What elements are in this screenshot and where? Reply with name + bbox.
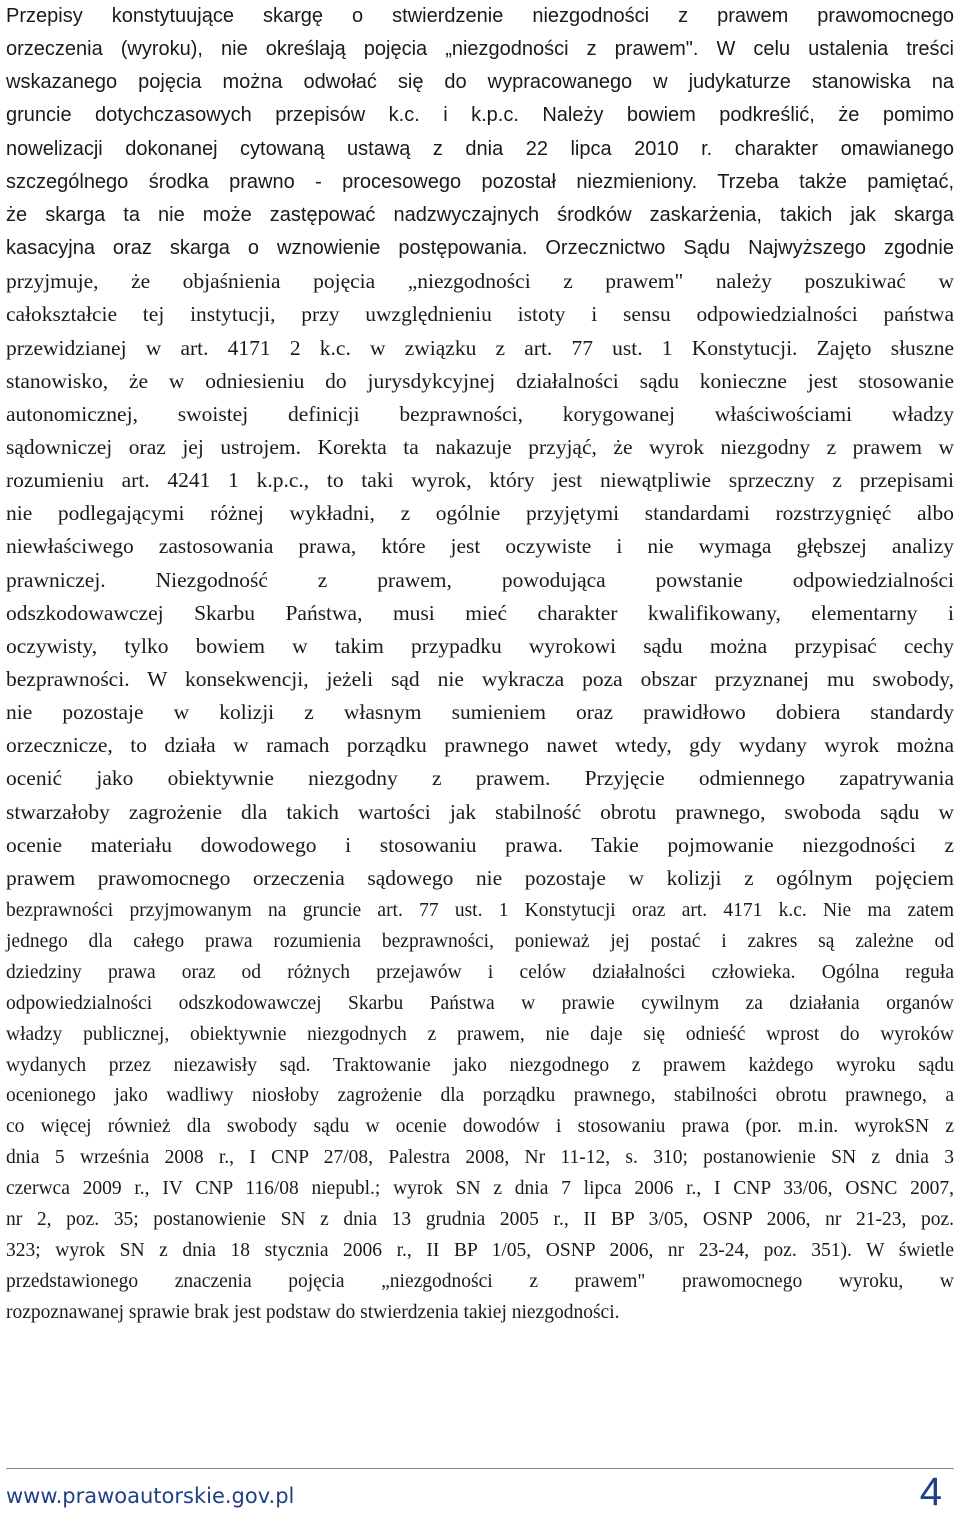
- text-line: czerwca 2009 r., IV CNP 116/08 niepubl.; wyrok SN z dnia 7 lipca 2006 r., I CNP 33/06, OSNC 2007,: [6, 1178, 954, 1200]
- text-line: bezprawności. W konsekwencji, jeżeli sąd nie wykracza poza obszar przyznanej mu swobody,: [6, 667, 954, 691]
- text-line: rozpoznawanej sprawie brak jest podstaw do stwierdzenia takiej niezgodności.: [6, 1301, 620, 1323]
- text-line: prawem prawomocnego orzeczenia sądowego nie pozostaje w kolizji z ogólnym pojęciem: [6, 865, 954, 890]
- text-line: przewidzianej w art. 4171 2 k.c. w związku z art. 77 ust. 1 Konstytucji. Zajęto słuszne: [6, 335, 954, 360]
- text-line: orzeczenia (wyroku), nie określają pojęcia „niezgodności z prawem". W celu ustalenia treści: [6, 38, 954, 61]
- text-line: nie podlegającymi różnej wykładni, z ogólnie przyjętymi standardami rozstrzygnięć albo: [6, 501, 954, 526]
- text-line: orzecznicze, to działa w ramach porządku prawnego nawet wtedy, gdy wydany wyrok można: [6, 733, 954, 758]
- text-line: nowelizacji dokonanej cytowaną ustawą z dnia 22 lipca 2010 r. charakter omawianego: [6, 137, 954, 160]
- text-line: 323; wyrok SN z dnia 18 stycznia 2006 r., II BP 1/05, OSNP 2006, nr 23-24, poz. 351). W świetle: [6, 1239, 954, 1261]
- text-line: nr 2, poz. 35; postanowienie SN z dnia 13 grudnia 2005 r., II BP 3/05, OSNP 2006, nr 21-23, poz.: [6, 1209, 954, 1231]
- text-line: gruncie dotychczasowych przepisów k.c. i k.p.c. Należy bowiem podkreślić, że pomimo: [6, 104, 954, 127]
- text-line: stwarzałoby zagrożenie dla takich wartości jak stabilność obrotu prawnego, swoboda sądu w: [6, 799, 954, 824]
- text-line: jednego dla całego prawa rozumienia bezprawności, ponieważ jej postać i zakres są zależne od: [6, 930, 954, 952]
- text-line: sądowniczej oraz jej ustrojem. Korekta ta nakazuje przyjąć, że wyrok niezgodny z prawem w: [6, 434, 954, 459]
- text-line: rozumieniu art. 4241 1 k.p.c., to taki wyrok, który jest niewątpliwie sprzeczny z przepisami: [6, 468, 954, 493]
- text-line: Przepisy konstytuujące skargę o stwierdzenie niezgodności z prawem prawomocnego: [6, 5, 954, 27]
- text-line: nie pozostaje w kolizji z własnym sumieniem oraz prawidłowo dobiera standardy: [6, 700, 954, 725]
- text-line: wskazanego pojęcia można odwołać się do wypracowanego w judykaturze stanowiska na: [6, 71, 954, 94]
- text-line: prawniczej. Niezgodność z prawem, powodująca powstanie odpowiedzialności: [6, 567, 954, 592]
- text-line: niewłaściwego zastosowania prawa, które jest oczywiste i nie wymaga głębszej analizy: [6, 534, 954, 559]
- text-line: całokształcie tej instytucji, przy uwzględnieniu istoty i sensu odpowiedzialności państwa: [6, 302, 954, 327]
- text-line: odszkodowawczej Skarbu Państwa, musi mieć charakter kwalifikowany, elementarny i: [6, 600, 954, 625]
- text-line: władzy publicznej, obiektywnie niezgodnych z prawem, nie daje się odnieść wprost do wyroków: [6, 1023, 954, 1045]
- text-line: kasacyjna oraz skarga o wznowienie postępowania. Orzecznictwo Sądu Najwyższego zgodnie: [6, 237, 954, 260]
- text-line: dnia 5 września 2008 r., I CNP 27/08, Palestra 2008, Nr 11-12, s. 310; postanowienie SN z dnia 3: [6, 1147, 954, 1169]
- text-line: ocenie materiału dowodowego i stosowaniu prawa. Takie pojmowanie niezgodności z: [6, 832, 954, 857]
- text-line: autonomicznej, swoistej definicji bezprawności, korygowanej właściwościami władzy: [6, 401, 954, 426]
- text-line: stanowisko, że w odniesieniu do jurysdykcyjnej działalności sądu konieczne jest stosowanie: [6, 368, 954, 393]
- footer-divider: [6, 1468, 954, 1469]
- text-line: oczywisty, tylko bowiem w takim przypadku wyrokowi sądu można przypisać cechy: [6, 633, 954, 658]
- footer-url: www.prawoautorskie.gov.pl: [6, 1484, 295, 1508]
- text-line: bezprawności przyjmowanym na gruncie art. 77 ust. 1 Konstytucji oraz art. 4171 k.c. Nie ma zatem: [6, 900, 954, 922]
- text-line: odpowiedzialności odszkodowawczej Skarbu Państwa w prawie cywilnym za działania organów: [6, 992, 954, 1014]
- text-line: ocenionego jako wadliwy niosłoby zagrożenie dla porządku prawnego, stabilności obrotu prawnego, a: [6, 1085, 954, 1107]
- text-line: szczególnego środka prawno - procesowego pozostał niezmieniony. Trzeba także pamiętać,: [6, 170, 954, 193]
- text-line: że skarga ta nie może zastępować nadzwyczajnych środków zaskarżenia, takich jak skarga: [6, 203, 954, 226]
- text-line: przyjmuje, że objaśnienia pojęcia „niezgodności z prawem" należy poszukiwać w: [6, 269, 954, 294]
- text-line: przedstawionego znaczenia pojęcia „niezgodności z prawem" prawomocnego wyroku, w: [6, 1270, 954, 1292]
- text-line: dziedziny prawa oraz od różnych przejawów i celów działalności człowieka. Ogólna reguła: [6, 961, 954, 983]
- text-line: wydanych przez niezawisły sąd. Traktowanie jako niezgodnego z prawem każdego wyroku sądu: [6, 1054, 954, 1076]
- text-line: ocenić jako obiektywnie niezgodny z prawem. Przyjęcie odmiennego zapatrywania: [6, 766, 954, 791]
- page-number: 4: [919, 1470, 942, 1514]
- text-line: co więcej również dla swobody sądu w ocenie dowodów i stosowaniu prawa (por. m.in. wyrokSN z: [6, 1116, 954, 1138]
